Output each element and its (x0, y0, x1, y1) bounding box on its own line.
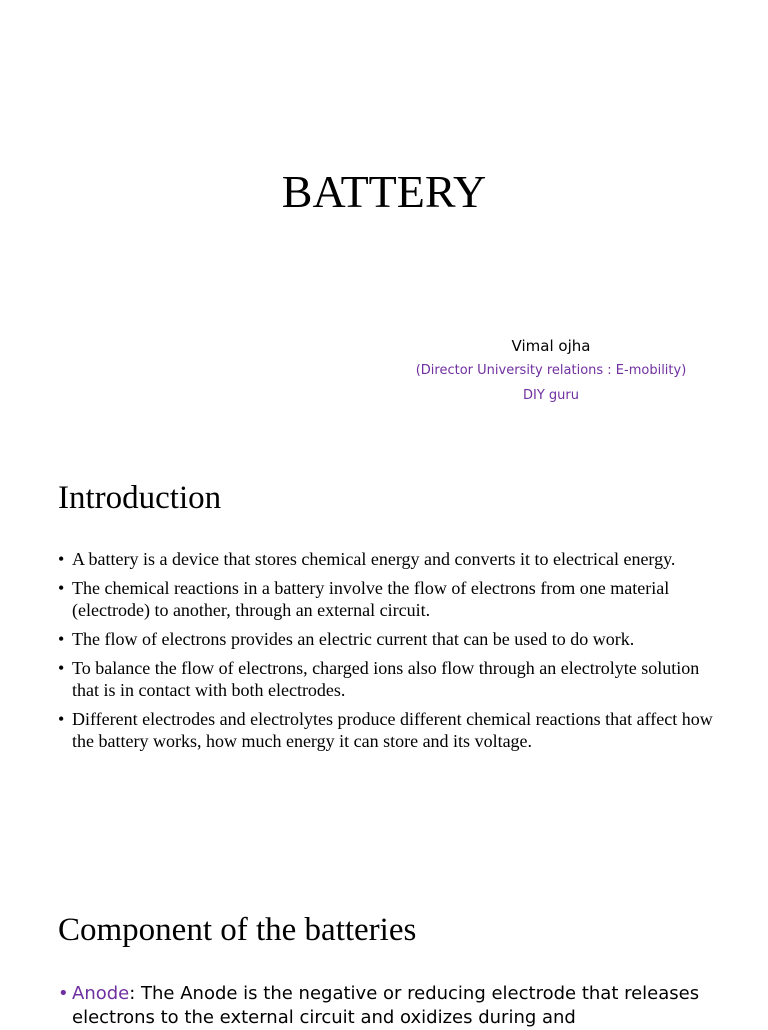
component-term: Anode (72, 983, 130, 1004)
author-name: Vimal ojha (511, 337, 591, 355)
bullet-item: • To balance the flow of electrons, charged ions also flow through an electrolyte solution that is in contact with both electrodes. (58, 657, 718, 701)
component-item-anode (58, 982, 738, 1030)
components-slide (0, 900, 768, 1028)
introduction-bullet-list (58, 548, 718, 759)
bullet-item: • A battery is a device that stores chemical energy and converts it to electrical energy. (58, 548, 718, 570)
introduction-slide (0, 470, 768, 800)
bullet-item: • The chemical reactions in a battery involve the flow of electrons from one material (electrode) to another, through an external circuit. (58, 577, 718, 621)
title-slide (0, 0, 768, 440)
bullet-item: • The flow of electrons provides an electric current that can be used to do work. (58, 628, 718, 650)
component-description: : The Anode is the negative or reducing electrode that releases electrons to the external circuit and oxidizes during and (72, 983, 700, 1028)
presentation-title: BATTERY (281, 166, 487, 217)
components-heading: Component of the batteries (58, 912, 417, 948)
author-role: (Director University relations : E-mobility) (415, 363, 687, 378)
components-bullet-list (58, 982, 738, 1030)
bullet-item: • Different electrodes and electrolytes produce different chemical reactions that affect how the battery works, how much energy it can store and its voltage. (58, 708, 718, 752)
author-organization: DIY guru (523, 388, 579, 403)
introduction-heading: Introduction (58, 480, 222, 516)
author-block (400, 334, 702, 408)
